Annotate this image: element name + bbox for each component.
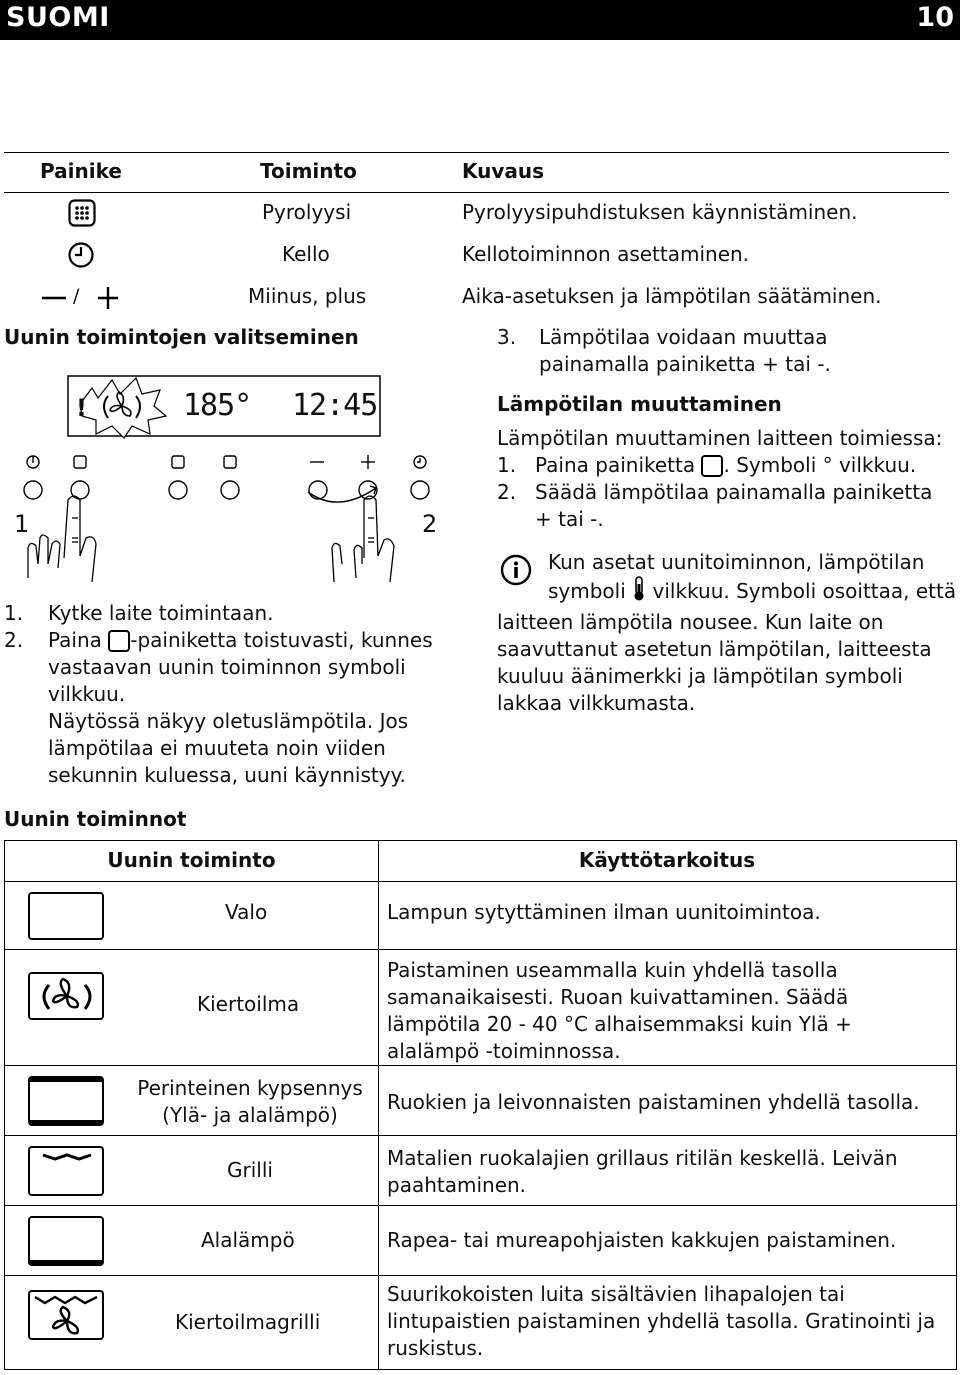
right-steps (497, 452, 947, 533)
row-divider (5, 1205, 956, 1206)
description-clock: Kellotoiminnon asettaminen. (462, 242, 750, 266)
function-purpose: Ruokien ja leivonnaisten paistaminen yhdellä tasolla. (387, 1090, 920, 1114)
function-minus-plus: Miinus, plus (248, 284, 367, 308)
function-name: Kiertoilmagrilli (175, 1310, 321, 1334)
info-note: Kun asetat uunitoiminnon, lämpötilan symboli vilkkuu. Symboli osoittaa, että laitteen lämpötila nousee. Kun laite on saavuttanut asetetun lämpötilan, laitteesta kuuluu äänimerkki ja lämpötilan symboli lakkaa vilkkumasta. (497, 550, 957, 715)
row-divider (5, 1065, 956, 1066)
function-key-icon (701, 455, 723, 477)
function-name: Alalämpö (201, 1228, 295, 1252)
light-icon (27, 887, 107, 939)
display-temperature: 185° (183, 388, 252, 423)
callout-1: 1 (14, 510, 30, 538)
functions-table (4, 840, 957, 1370)
callout-2: 2 (422, 510, 438, 538)
col-header-purpose: Käyttötarkoitus (578, 848, 756, 872)
display-time: 12:45 (292, 388, 378, 423)
function-purpose: Matalien ruokalajien grillaus ritilän keskellä. Leivän paahtaminen. (387, 1146, 898, 1197)
display-warning-mark: ! (76, 394, 87, 422)
minus-plus-separator: / (73, 285, 80, 307)
col-header-button: Painike (40, 159, 122, 183)
description-pyrolysis: Pyrolyysipuhdistuksen käynnistäminen. (462, 200, 858, 224)
fan-grill-icon (27, 1287, 107, 1339)
function-purpose: Suurikokoisten luita sisältävien lihapalojen tai lintupaistien paistaminen yhdellä tasolla. Gratinointi ja ruskistus. (387, 1282, 936, 1360)
bottom-heat-icon (27, 1213, 107, 1265)
function-name: Valo (225, 900, 268, 924)
left-steps (4, 600, 464, 789)
description-minus-plus: Aika-asetuksen ja lämpötilan säätäminen. (462, 284, 882, 308)
table-top-rule (4, 152, 949, 153)
column-divider (378, 841, 379, 1369)
function-purpose: Lampun sytyttäminen ilman uunitoimintoa. (387, 900, 821, 924)
function-purpose: Rapea- tai mureapohjaisten kakkujen paistaminen. (387, 1228, 897, 1252)
language-label: SUOMI (6, 2, 110, 33)
control-panel-illustration (8, 368, 448, 593)
col-header-oven-function: Uunin toiminto (107, 848, 276, 872)
section-heading-oven-functions: Uunin toiminnot (4, 807, 187, 831)
right-step-2: 2. Säädä lämpötilaa painamalla painiketta + tai -. (497, 480, 933, 531)
right-step-1: 1. Paina painiketta . Symboli ° vilkkuu. (497, 453, 917, 477)
section-heading-select-function: Uunin toimintojen valitseminen (4, 325, 359, 349)
function-pyrolysis: Pyrolyysi (262, 200, 352, 224)
row-divider (5, 1135, 956, 1136)
col-header-description: Kuvaus (462, 159, 545, 183)
minus-plus-icon (40, 284, 120, 312)
right-step-3: 3. Lämpötilaa voidaan muuttaa painamalla painiketta + tai -. (497, 325, 831, 376)
top-bottom-heat-icon (27, 1073, 107, 1125)
function-name: Kiertoilma (197, 992, 300, 1016)
thermometer-icon (632, 576, 646, 609)
page-number: 10 (916, 2, 954, 33)
function-name: Perinteinen kypsennys (Ylä- ja alalämpö) (137, 1076, 363, 1127)
fan-icon (27, 953, 107, 1005)
row-divider (5, 949, 956, 950)
col-header-function: Toiminto (260, 159, 357, 183)
function-key-icon (108, 630, 130, 652)
right-intro: Lämpötilan muuttaminen laitteen toimiessa: (497, 426, 943, 450)
left-step-1: 1. Kytke laite toimintaan. (4, 601, 274, 625)
pyrolysis-icon (68, 199, 96, 231)
row-divider (5, 1275, 956, 1276)
function-purpose: Paistaminen useammalla kuin yhdellä tasolla samanaikaisesti. Ruoan kuivattaminen. Säädä lämpötila 20 - 40 °C alhaisemmaksi kuin Ylä + alalämpö -toiminnossa. (387, 958, 852, 1063)
header-divider (5, 881, 956, 882)
page-header-bar (0, 0, 960, 40)
left-step-2-extra: Näytössä näkyy oletuslämpötila. Jos lämpötilaa ei muuteta noin viiden sekunnin kuluessa, uuni käynnistyy. (48, 709, 409, 787)
clock-icon (67, 241, 95, 273)
grill-icon (27, 1143, 107, 1195)
left-step-2: 2. Paina -painiketta toistuvasti, kunnes vastaavan uunin toiminnon symboli vilkkuu. Näytössä näkyy oletuslämpötila. Jos lämpötilaa ei muuteta noin viiden sekunnin kuluessa, uuni käynnistyy. (4, 627, 464, 789)
function-name: Grilli (227, 1158, 273, 1182)
table-header-rule (4, 192, 949, 193)
subheading-change-temperature: Lämpötilan muuttaminen (497, 392, 782, 416)
function-clock: Kello (282, 242, 330, 266)
